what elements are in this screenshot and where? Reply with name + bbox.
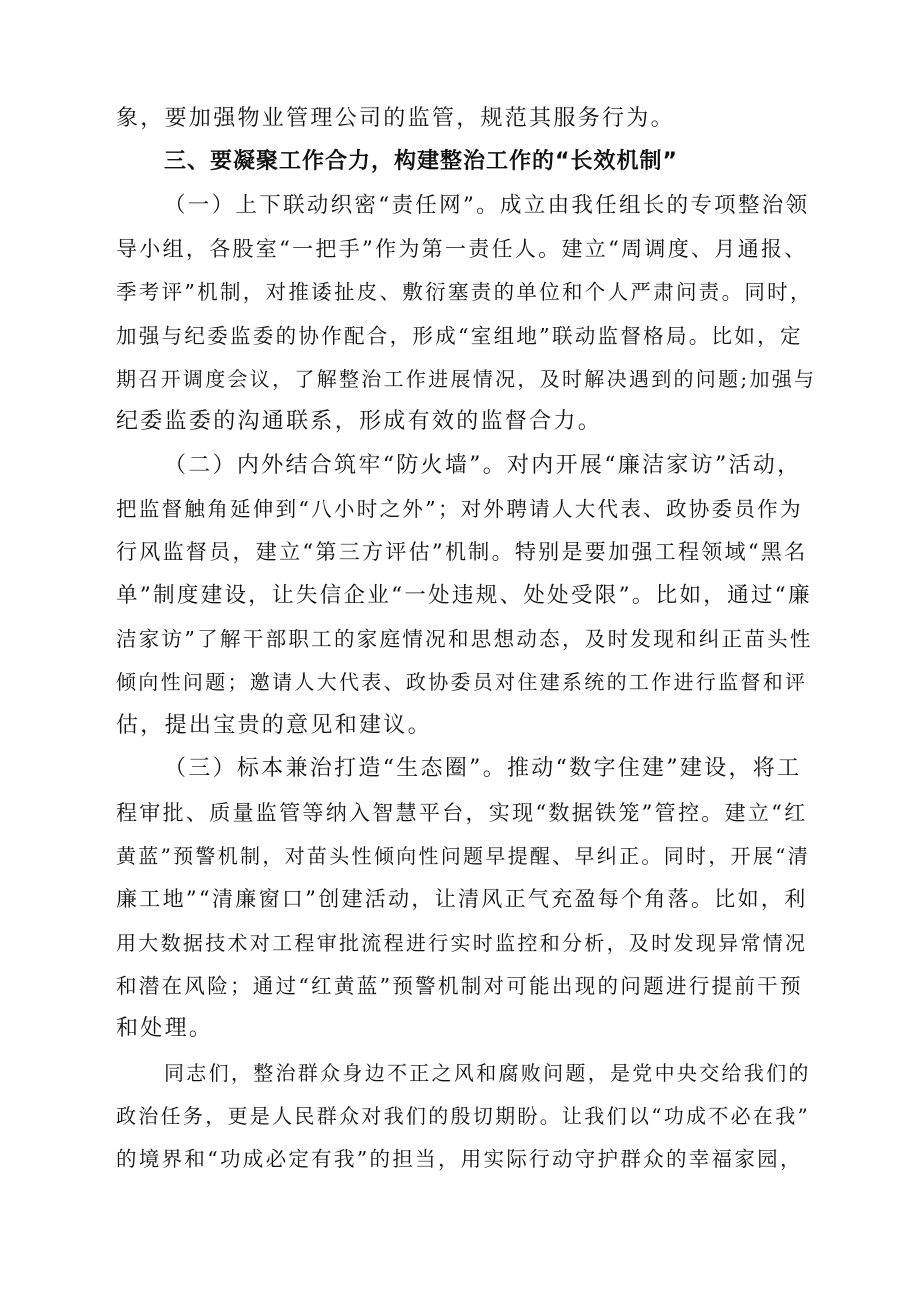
text-line: 和潜在风险；通过“红黄蓝”预警机制对可能出现的问题进行提前干预 — [116, 974, 803, 998]
text-line: 加强与纪委监委的协作配合，形成“室组地”联动监督格局。比如，定 — [116, 324, 803, 348]
text-line: 期召开调度会议，了解整治工作进展情况，及时解决遇到的问题;加强与 — [116, 367, 817, 391]
text-line: 洁家访”了解干部职工的家庭情况和思想动态，及时发现和纠正苗头性 — [116, 627, 813, 651]
text-line: 行风监督员，建立“第三方评估”机制。特别是要加强工程领域“黑名 — [116, 540, 808, 564]
paragraph-first-line: 同志们，整治群众身边不正之风和腐败问题，是党中央交给我们的 — [164, 1061, 811, 1085]
text-line: 纪委监委的沟通联系，形成有效的监督合力。 — [116, 409, 603, 434]
subsection-first-line: （三）标本兼治打造“生态圈”。推动“数字住建”建设，将工 — [164, 756, 802, 781]
text-line: 把监督触角延伸到“八小时之外”；对外聘请人大代表、政协委员作为 — [116, 497, 803, 521]
text-line: 政治任务，更是人民群众对我们的殷切期盼。让我们以“功成不必在我” — [116, 1104, 811, 1128]
text-line: 估，提出宝贵的意见和建议。 — [116, 713, 432, 738]
text-line: 黄蓝”预警机制，对苗头性倾向性问题早提醒、早纠正。同时，开展“清 — [116, 844, 811, 868]
text-line: 象，要加强物业管理公司的监管，规范其服务行为。 — [116, 106, 675, 131]
text-line: 廉工地”“清廉窗口”创建活动，让清风正气充盈每个角落。比如，利 — [116, 887, 808, 911]
subsection-first-line: （二）内外结合筑牢“防火墙”。对内开展“廉洁家访”活动， — [164, 453, 802, 478]
section-heading: 三、要凝聚工作合力，构建整治工作的“长效机制” — [164, 149, 678, 174]
text-line: 倾向性问题；邀请人大代表、政协委员对住建系统的工作进行监督和评 — [116, 670, 808, 694]
text-line: 用大数据技术对工程审批流程进行实时监控和分析，及时发现异常情况 — [116, 931, 808, 955]
text-line: 程审批、质量监管等纳入智慧平台，实现“数据铁笼”管控。建立“红 — [116, 801, 808, 825]
subsection-first-line: （一）上下联动织密“责任网”。成立由我任组长的专项整治领 — [164, 193, 810, 218]
text-line: 的境界和“功成必定有我”的担当，用实际行动守护群众的幸福家园， — [116, 1147, 803, 1171]
text-line: 季考评”机制，对推诿扯皮、敷衍塞责的单位和个人严肃问责。同时， — [116, 280, 813, 304]
text-line: 导小组，各股室“一把手”作为第一责任人。建立“周调度、月通报、 — [116, 237, 808, 261]
text-line: 单”制度建设，让失信企业“一处违规、处处受限”。比如，通过“廉 — [116, 583, 812, 608]
text-line: 和处理。 — [116, 1016, 214, 1041]
